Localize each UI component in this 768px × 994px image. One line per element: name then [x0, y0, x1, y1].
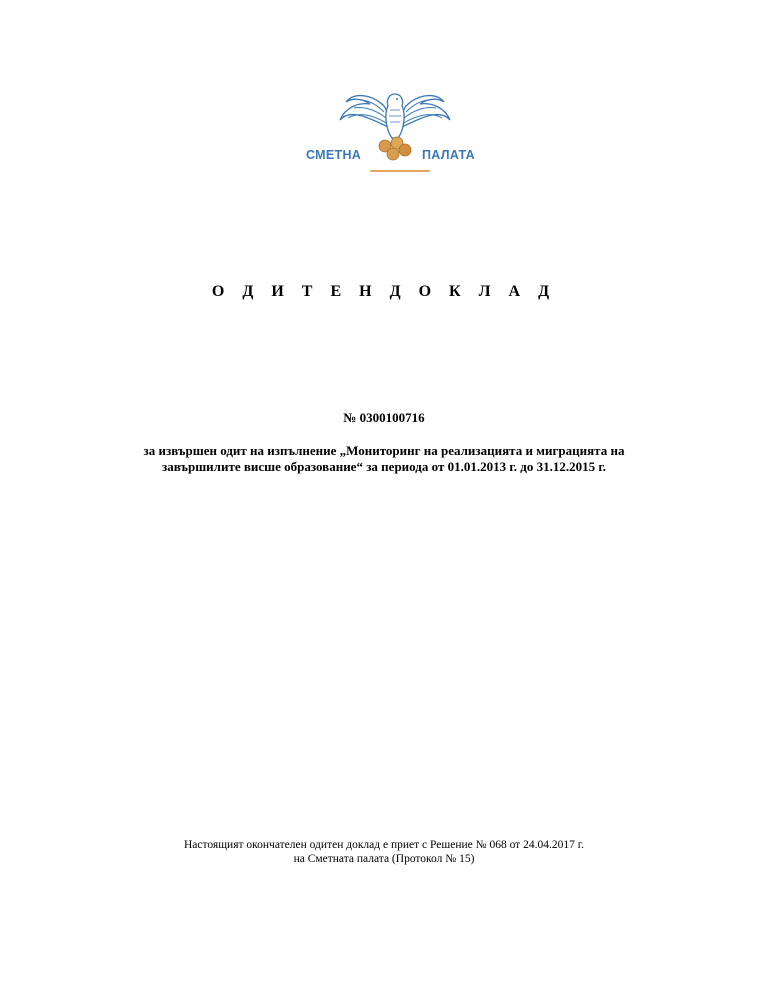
approval-note — [0, 838, 768, 866]
subject-line: завършилите висше образование“ за периода от 01.01.2013 г. до 31.12.2015 г. — [161, 459, 607, 474]
report-number: № 0300100716 — [343, 410, 425, 425]
approval-line: на Сметната палата (Протокол № 15) — [293, 853, 475, 865]
approval-line: Настоящият окончателен одитен доклад е приет с Решение № 068 от 24.04.2017 г. — [183, 839, 584, 851]
subject-line: за извършен одит на изпълнение „Мониторинг на реализацията и миграцията на — [143, 443, 625, 458]
institution-logo — [300, 80, 490, 176]
document-title: О Д И Т Е Н Д О К Л А Д — [211, 283, 557, 300]
logo-word-left: СМЕТНА — [306, 148, 362, 162]
logo-underline — [370, 170, 430, 172]
logo-word-right: ПАЛАТА — [422, 148, 476, 162]
report-subject — [0, 443, 768, 475]
